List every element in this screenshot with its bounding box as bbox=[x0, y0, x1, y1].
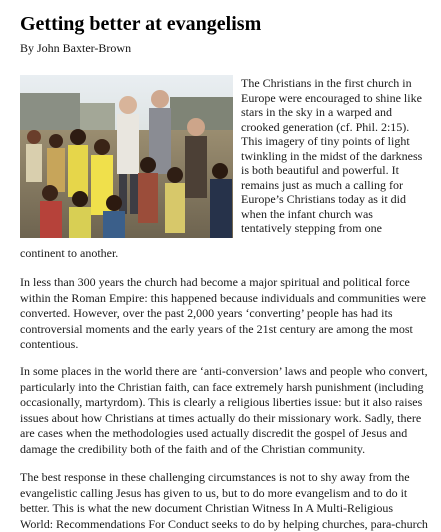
body-paragraph-4 bbox=[20, 470, 430, 532]
photo-of-people-gathered-outdoors-icon bbox=[20, 75, 233, 238]
intro-line: Europe’s Christians today as it did bbox=[241, 192, 429, 207]
intro-paragraph-tail: continent to another. bbox=[20, 246, 118, 261]
paragraph-line: issues about how Christians at times actually do their missionary work. Sadly, there bbox=[20, 411, 430, 427]
intro-paragraph bbox=[241, 76, 429, 236]
intro-line: The Christians in the first church in bbox=[241, 76, 429, 91]
paragraph-line: contentious. bbox=[20, 337, 430, 353]
paragraph-line: evangelistic calling Jesus has given to us, but to do more evangelism and to do it bbox=[20, 486, 430, 502]
intro-line: This imagery of tiny points of light bbox=[241, 134, 429, 149]
body-paragraph-2 bbox=[20, 275, 430, 353]
intro-line: is both beautiful and powerful. It bbox=[241, 163, 429, 178]
article-title: Getting better at evangelism bbox=[20, 12, 261, 36]
paragraph-line: occasionally, martyrdom). This is clearly a religious liberties issue: but it also raises bbox=[20, 395, 430, 411]
intro-line: when the infant church was bbox=[241, 207, 429, 222]
article-photo bbox=[20, 75, 233, 238]
intro-line: crooked generation (cf. Phil. 2:15). bbox=[241, 120, 429, 135]
paragraph-line: particularly into the Christian faith, can face extremely harsh punishment (including bbox=[20, 380, 430, 396]
paragraph-line: The best response in these challenging circumstances is not to shy away from the bbox=[20, 470, 430, 486]
intro-line: tentatively stepping from one bbox=[241, 221, 429, 236]
intro-line: remains just as much a calling for bbox=[241, 178, 429, 193]
paragraph-line: In some places in the world there are ‘anti-conversion’ laws and people who convert, bbox=[20, 364, 430, 380]
paragraph-line: better. This is what the new document Christian Witness In A Multi-Religious bbox=[20, 501, 430, 517]
intro-line: twinkling in the midst of the darkness bbox=[241, 149, 429, 164]
paragraph-line: within the Roman Empire: this happened because individuals and communities were bbox=[20, 291, 430, 307]
article-byline: By John Baxter-Brown bbox=[20, 41, 131, 56]
paragraph-line: damage the credibility both of the faith and of the Christian community. bbox=[20, 442, 430, 458]
paragraph-line: controversial moments and the early years of the 21st century are among the most bbox=[20, 322, 430, 338]
intro-line: Europe were encouraged to shine like bbox=[241, 91, 429, 106]
paragraph-line: World: Recommendations For Conduct seeks to do by helping churches, para-church bbox=[20, 517, 430, 532]
paragraph-line: converted. However, over the past 2,000 years ‘converting’ people has had its bbox=[20, 306, 430, 322]
paragraph-line: are cases when the methodologies used actually discredit the gospel of Jesus and bbox=[20, 426, 430, 442]
body-paragraph-3 bbox=[20, 364, 430, 457]
paragraph-line: In less than 300 years the church had become a major spiritual and political force bbox=[20, 275, 430, 291]
intro-line: stars in the sky in a warped and bbox=[241, 105, 429, 120]
